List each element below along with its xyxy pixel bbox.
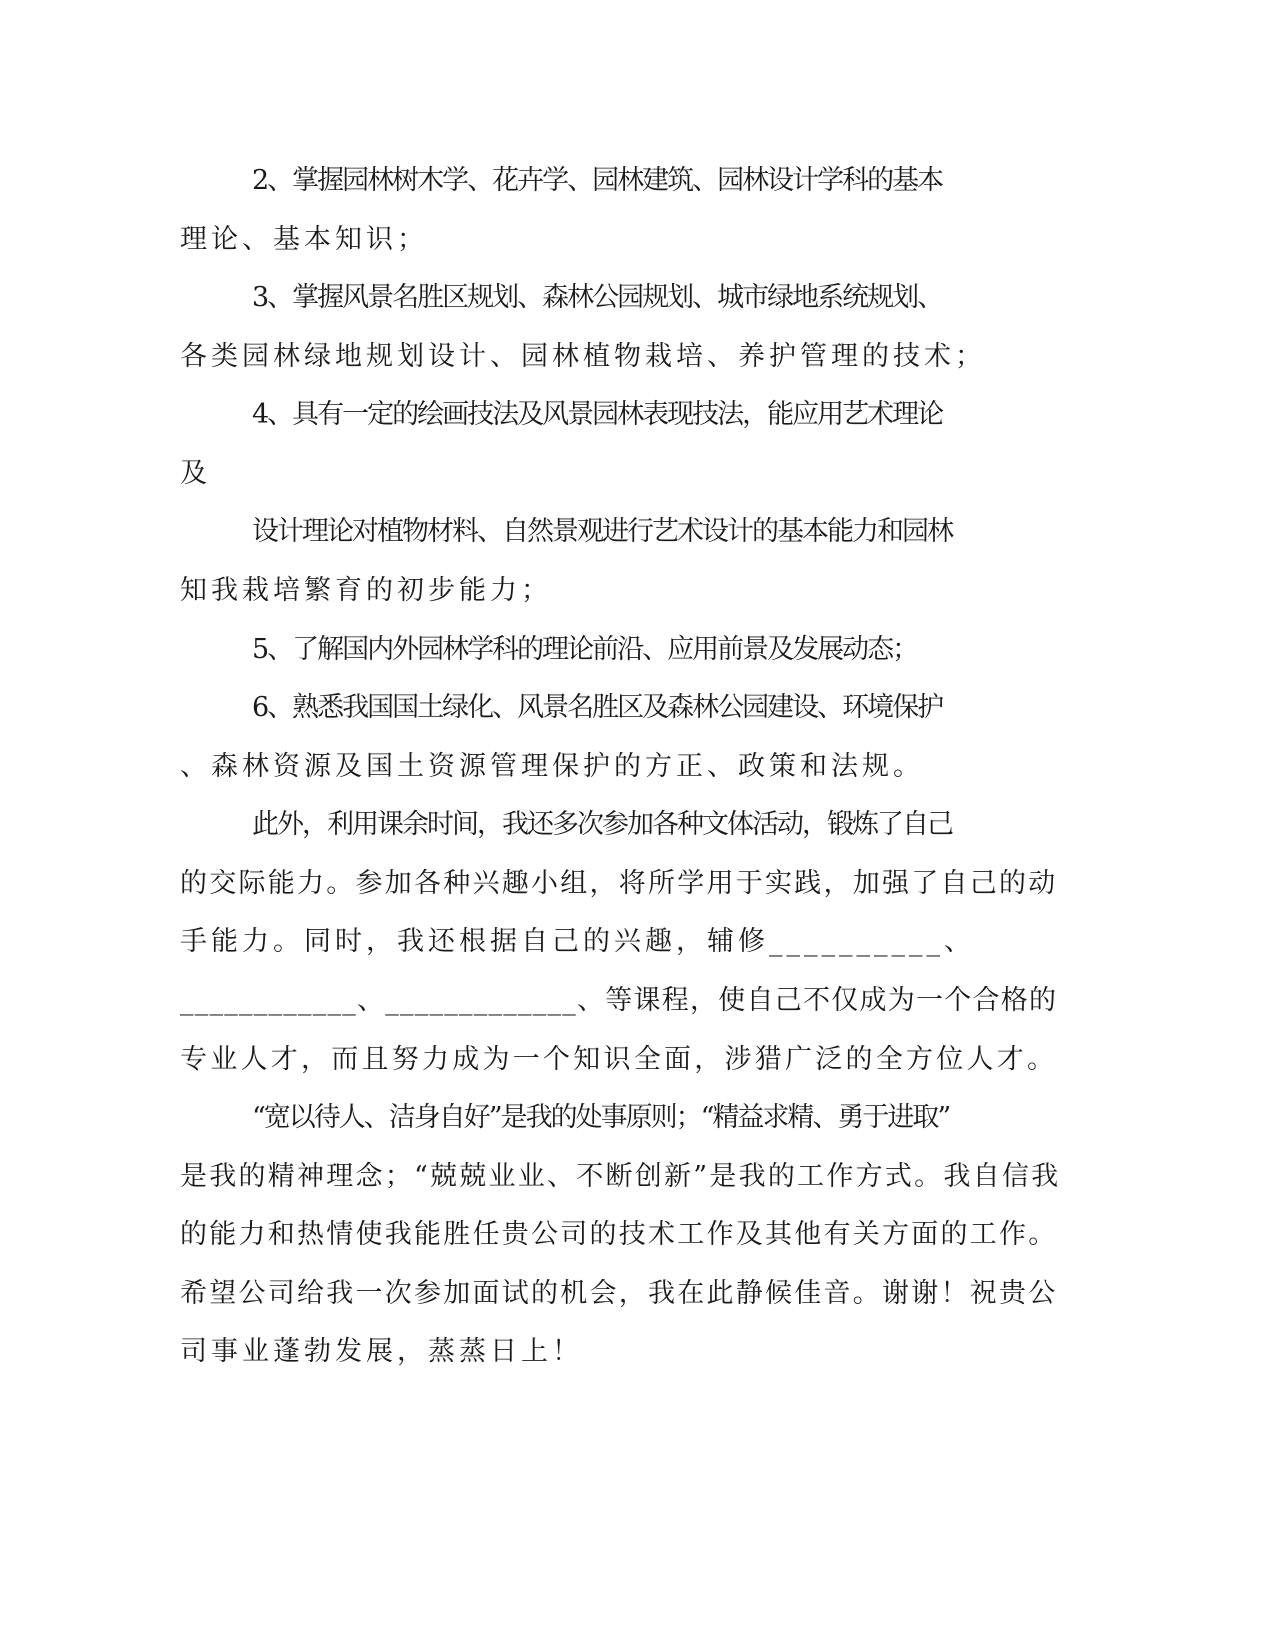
text-line: 及 bbox=[180, 458, 211, 489]
text-line: 手能力。同时，我还根据自己的兴趣，辅修__________、 bbox=[180, 926, 975, 957]
text-line: “宽以待人、洁身自好”是我的处事原则；“精益求精、勇于进取” bbox=[252, 1102, 950, 1133]
text-line: 各类园林绿地规划设计、园林植物栽培、养护管理的技术； bbox=[180, 341, 986, 372]
text-line: 的能力和热情使我能胜任贵公司的技术工作及其他有关方面的工作。 bbox=[180, 1219, 1058, 1250]
text-line: 的交际能力。参加各种兴趣小组，将所学用于实践，加强了自己的动 bbox=[180, 868, 1058, 899]
text-line: 理论、基本知识； bbox=[180, 224, 428, 255]
text-line: 、森林资源及国土资源管理保护的方正、政策和法规。 bbox=[180, 751, 924, 782]
text-line: 专业人才，而且努力成为一个知识全面，涉猎广泛的全方位人才。 bbox=[180, 1044, 1058, 1075]
text-line: ____________、_____________、等课程，使自己不仅成为一个合格的 bbox=[180, 985, 1058, 1016]
text-line: 5、了解国内外园林学科的理论前沿、应用前景及发展动态； bbox=[252, 634, 918, 665]
text-line: 3、掌握风景名胜区规划、森林公园规划、城市绿地系统规划、 bbox=[252, 282, 943, 313]
text-line: 此外，利用课余时间，我还多次参加各种文体活动，锻炼了自己 bbox=[252, 809, 952, 840]
text-line: 4、具有一定的绘画技法及风景园林表现技法，能应用艺术理论 bbox=[252, 399, 943, 430]
text-line: 希望公司给我一次参加面试的机会，我在此静候佳音。谢谢！祝贵公 bbox=[180, 1278, 1058, 1309]
text-line: 6、熟悉我国国土绿化、风景名胜区及森林公园建设、环境保护 bbox=[252, 692, 943, 723]
text-line: 设计理论对植物材料、自然景观进行艺术设计的基本能力和园林 bbox=[252, 516, 952, 547]
text-line: 是我的精神理念；“兢兢业业、不断创新”是我的工作方式。我自信我 bbox=[180, 1161, 1061, 1192]
text-line: 司事业蓬勃发展，蒸蒸日上！ bbox=[180, 1336, 583, 1367]
text-line: 知我栽培繁育的初步能力； bbox=[180, 575, 552, 606]
text-line: 2、掌握园林树木学、花卉学、园林建筑、园林设计学科的基本 bbox=[252, 165, 943, 196]
